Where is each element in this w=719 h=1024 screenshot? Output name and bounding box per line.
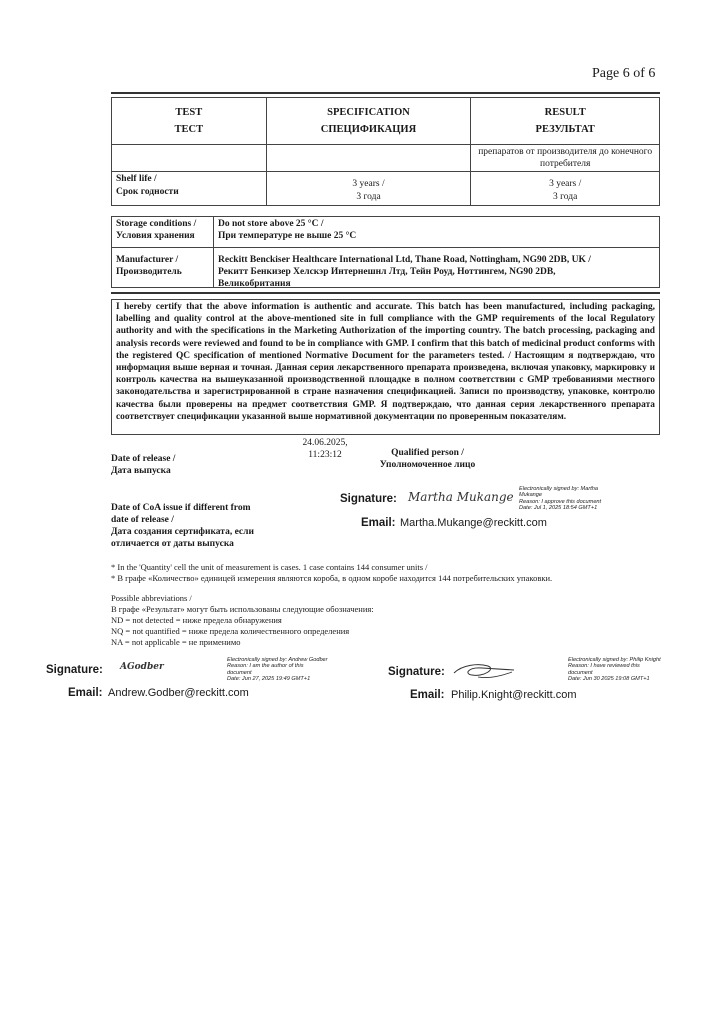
shelf-life-spec: 3 years / 3 года	[266, 172, 471, 206]
qualified-person-label: Qualified person / Уполномоченное лицо	[379, 448, 476, 470]
manufacturer-value: Reckitt Benckiser Healthcare International Ltd, Thane Road, Nottingham, NG90 2DB, UK / Рекитт Бенкизер Хелскэр Интернешнл Лтд, Тейн Роуд, Ноттингем, NG90 2DB, Великобритания	[218, 255, 591, 289]
test-results-table	[111, 97, 660, 206]
quantity-footnotes: * In the 'Quantity' cell the unit of measurement is cases. 1 case contains 144 consumer units / * В графе «Количество» единицей измерения являются коробa, в одном коробе находится 144 потребительских упаковки.	[111, 562, 553, 583]
left-email[interactable]: Andrew.Godber@reckitt.com	[108, 687, 249, 699]
qp-signature-image: Martha Mukange	[408, 490, 514, 504]
middle-separator	[111, 292, 660, 294]
qp-esignature-stamp: Electronically signed by: Martha Mukange Reason: I approve this document Date: Jul 1, 2025 18:54 GMT+1	[519, 486, 602, 512]
release-date-label: Date of release / Дата выпуска	[111, 454, 176, 476]
carry-over-text: препаратов от производителя до конечного потребителя	[471, 145, 660, 172]
header-result: RESULT РЕЗУЛЬТАТ	[471, 98, 660, 145]
right-signature-label: Signature:	[388, 666, 445, 678]
coa-date-label: Date of CoA issue if different from date of release / Дата создания сертификата, если отличается от даты выпуска	[111, 503, 254, 549]
manufacturer-label: Manufacturer / Производитель	[116, 255, 182, 277]
qp-signature-label: Signature:	[340, 493, 397, 505]
table-header-row	[112, 98, 660, 145]
left-email-label: Email:	[68, 687, 103, 699]
shelf-life-result: 3 years / 3 года	[471, 172, 660, 206]
qp-email-label: Email:	[361, 517, 396, 529]
storage-value: Do not store above 25 °C / При температуре не выше 25 °С	[218, 219, 357, 241]
table-row-shelf-life	[112, 172, 660, 206]
left-signature-label: Signature:	[46, 664, 103, 676]
storage-label: Storage conditions / Условия хранения	[116, 219, 197, 241]
left-esignature-stamp: Electronically signed by: Andrew Godber Reason: I am the author of this document Date: Jun 27, 2025 19:49 GMT+1	[227, 657, 328, 683]
qp-email[interactable]: Martha.Mukange@reckitt.com	[400, 517, 547, 529]
table-row	[112, 145, 660, 172]
abbreviations-list: Possible abbreviations / В графе «Результат» могут быть использованы следующие обозначения: ND = not detected = ниже предела обнаружения NQ = not quantified = ниже предела количественного определения NA = not applicable = не применимо	[111, 593, 374, 647]
header-specification: SPECIFICATION СПЕЦИФИКАЦИЯ	[266, 98, 471, 145]
release-datetime: 24.06.2025, 11:23:12	[302, 438, 348, 460]
page-number: Page 6 of 6	[592, 66, 656, 81]
right-email-label: Email:	[410, 689, 445, 701]
top-separator	[111, 92, 660, 94]
header-test: TEST ТЕСТ	[112, 98, 267, 145]
right-esignature-stamp: Electronically signed by: Philip Knight Reason: I have reviewed this document Date: Jun 30 2025 19:08 GMT+1	[568, 657, 661, 683]
right-signature-image	[448, 657, 520, 683]
shelf-life-label: Shelf life / Срок годности	[112, 172, 267, 206]
certification-statement: I hereby certify that the above information is authentic and accurate. This batch has been manufactured, including packaging, labelling and quality control at the above-mentioned site in full compliance with the GMP requirements of the local Regulatory authority and with the specifications in the Marketing Authorization of the importing country. The batch processing, packaging and analysis records were reviewed and found to be in compliance with GMP. I confirm that this batch of medicinal product conforms with the registered QC specification of mentioned Normative Document for the parameters tested. / Настоящим я подтверждаю, что информация выше верная и точная. Данная серия лекарственного препарата произведена, включая упаковку, маркировку и контроль качества на вышеуказанной производственной площадке в полном соответствии с GMP требованиями местного законодательства и зарегистрированной в стране назначения спецификацией. Записи по производству, упаковке, контролю качества были проверены на предмет соответствия GMP. Я подтверждаю, что данная серия лекарственного препарата соответствует спецификации указанной выше нормативной документации по проверенным показателям.	[111, 299, 660, 435]
left-signature-image: AGodber	[120, 662, 164, 672]
right-email[interactable]: Philip.Knight@reckitt.com	[451, 689, 577, 701]
storage-manufacturer-box	[111, 216, 660, 288]
